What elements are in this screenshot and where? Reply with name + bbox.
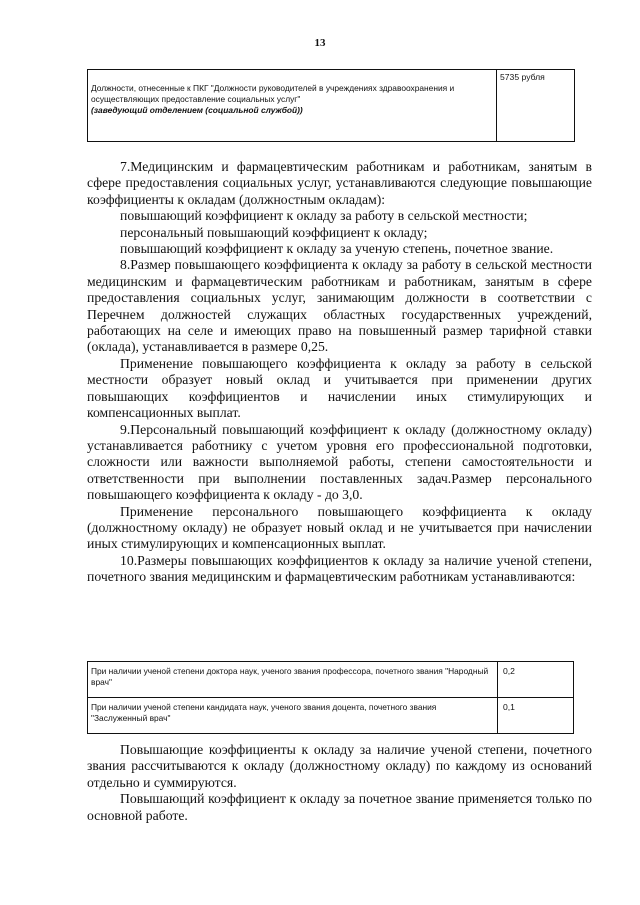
body-text-section-1 [87, 159, 592, 586]
condition-text: При наличии ученой степени доктора наук, ученого звания профессора, почетного звания "Народный врач" [91, 666, 489, 687]
table-row [88, 70, 575, 142]
paragraph: Применение персонального повышающего коэффициента к окладу (должностному окладу) не образует новый оклад и не учитывается при начислении иных стимулирующих и компенсационных выплат. [87, 503, 592, 552]
paragraph: 10.Размеры повышающих коэффициентов к окладу за наличие ученой степени, почетного звания медицинским и фармацевтическим работникам устанавливаются: [87, 552, 592, 585]
paragraph: персональный повышающий коэффициент к окладу; [120, 224, 428, 240]
paragraph: 9.Персональный повышающий коэффициент к окладу (должностному окладу) устанавливается работнику с учетом уровня его профессиональной подготовки, сложности или важности выполняемой работы, степени самостоятельности и ответственности при выполнении поставленных задач.Размер персонального повышающего коэффициента к окладу - до 3,0. [87, 421, 592, 503]
position-text: Должности, отнесенные к ПКГ "Должности руководителей в учреждениях здравоохранения и осуществляющих предоставление социальных услуг" [91, 83, 455, 104]
paragraph: Повышающий коэффициент к окладу за почетное звание применяется только по основной работе. [87, 791, 592, 823]
paragraph: 8.Размер повышающего коэффициента к окладу за работу в сельской местности медицинским и фармацевтическим работникам и работникам, занятым в сфере предоставления социальных услуг, занимающим должности в соответствии с Перечнем должностей служащих областных государственных учреждений, работающих на селе и имеющих право на повышенный размер тарифной ставки (оклада), устанавливается в размере 0,25. [87, 257, 592, 355]
condition-text: При наличии ученой степени кандидата наук, ученого звания доцента, почетного звания "Заслуженный врач" [91, 702, 437, 723]
position-note: (заведующий отделением (социальной службой)) [91, 105, 303, 115]
paragraph: Повышающие коэффициенты к окладу за наличие ученой степени, почетного звания рассчитываются к окладу (должностному окладу) по каждому из оснований отдельно и суммируются. [87, 742, 592, 790]
table-row [88, 662, 574, 698]
table-row [88, 698, 574, 734]
coefficient-cell [498, 662, 574, 698]
coefficient-value: 0,1 [503, 702, 515, 712]
paragraph: повышающий коэффициент к окладу за работу в сельской местности; [120, 208, 528, 224]
page-number: 13 [314, 37, 326, 49]
condition-cell [88, 662, 498, 698]
paragraph: повышающий коэффициент к окладу за ученую степень, почетное звание. [120, 241, 554, 257]
position-cell [88, 70, 497, 142]
coefficient-value: 0,2 [503, 666, 515, 676]
salary-table [87, 69, 575, 142]
paragraph: 7.Медицинским и фармацевтическим работникам и работникам, занятым в сфере предоставления социальных услуг, устанавливаются следующие повышающие коэффициенты к окладам (должностным окладам): [87, 159, 592, 207]
coefficient-cell [498, 698, 574, 734]
body-text-section-2 [87, 742, 592, 824]
paragraph: Применение повышающего коэффициента к окладу за работу в сельской местности образует новый оклад и учитывается при применении других повышающих коэффициентов и начислении иных стимулирующих и компенсационных выплат. [87, 355, 592, 421]
condition-cell [88, 698, 498, 734]
coefficient-table [87, 661, 574, 734]
salary-cell [497, 70, 575, 142]
salary-value: 5735 рубля [500, 72, 545, 82]
